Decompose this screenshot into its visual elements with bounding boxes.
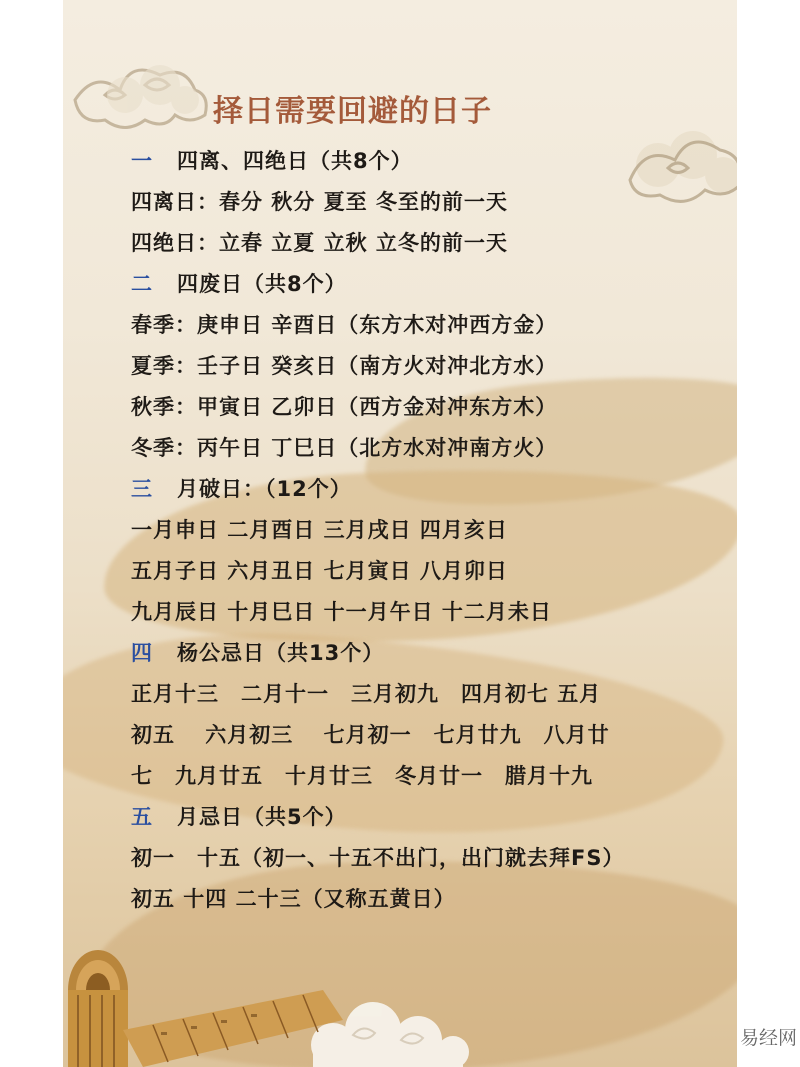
bamboo-slips-icon	[123, 980, 343, 1067]
list-item: 四离日：春分 秋分 夏至 冬至的前一天	[131, 190, 508, 214]
page-title: 择日需要回避的日子	[213, 94, 492, 129]
list-item: 九月辰日 十月巳日 十一月午日 十二月未日	[131, 600, 552, 624]
section-heading	[131, 268, 347, 298]
list-item: 正月十三 二月十一 三月初九 四月初七 五月	[131, 682, 602, 706]
watermark-text: 易经网	[740, 1027, 798, 1049]
auspicious-cloud-icon	[65, 40, 215, 130]
list-item: 一月申日 二月酉日 三月戌日 四月亥日	[131, 518, 508, 542]
list-item: 夏季：壬子日 癸亥日（南方火对冲北方水）	[131, 354, 558, 378]
list-item: 春季：庚申日 辛酉日（东方木对冲西方金）	[131, 313, 558, 337]
section-number: 三	[131, 476, 153, 501]
section-number: 一	[131, 148, 153, 173]
section-heading-text: 四废日（共8个）	[177, 272, 347, 296]
list-item: 初五 十四 二十三（又称五黄日）	[131, 887, 456, 911]
section-number: 二	[131, 271, 153, 296]
section-heading	[131, 637, 384, 667]
section-heading	[131, 145, 413, 175]
section-number: 四	[131, 640, 153, 665]
list-item: 七 九月廿五 十月廿三 冬月廿一 腊月十九	[131, 764, 593, 788]
auspicious-cloud-icon	[618, 120, 737, 210]
list-item: 初一 十五（初一、十五不出门，出门就去拜FS）	[131, 846, 625, 870]
section-heading	[131, 473, 352, 503]
section-heading-text: 月忌日（共5个）	[177, 805, 347, 829]
section-heading-text: 月破日：（12个）	[177, 477, 352, 501]
list-item: 四绝日：立春 立夏 立秋 立冬的前一天	[131, 231, 508, 255]
poster	[63, 0, 737, 1067]
section-heading	[131, 801, 347, 831]
list-item: 五月子日 六月丑日 七月寅日 八月卯日	[131, 559, 508, 583]
list-item: 初五 六月初三 七月初一 七月廿九 八月廿	[131, 723, 610, 747]
list-item: 冬季：丙午日 丁巳日（北方水对冲南方火）	[131, 436, 558, 460]
section-heading-text: 四离、四绝日（共8个）	[177, 149, 413, 173]
list-item: 秋季：甲寅日 乙卯日（西方金对冲东方木）	[131, 395, 558, 419]
section-heading-text: 杨公忌日（共13个）	[177, 641, 385, 665]
section-number: 五	[131, 804, 153, 829]
